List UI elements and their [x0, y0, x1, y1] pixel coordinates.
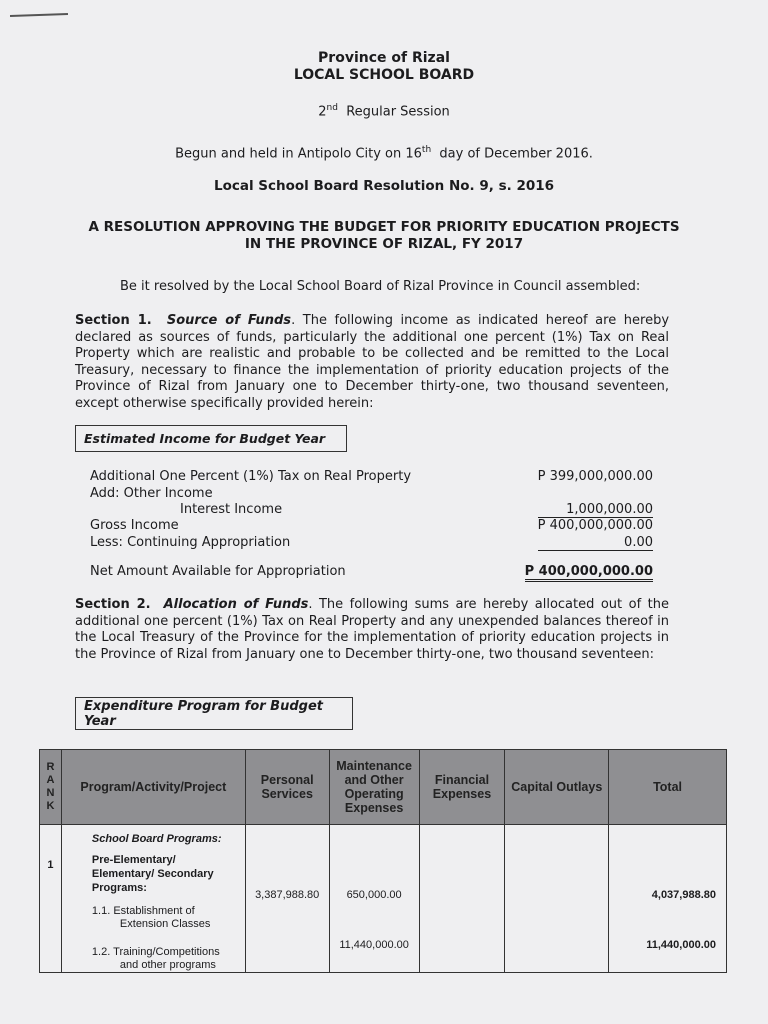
section-2-text: . The following sums are hereby allocated out of the additional one percent (1%) Tax on Real Property and any unexpended balances thereof in the Local Treasury of the Province for the implementation of priority education projects in the Province of Rizal from January one to December thirty-one, two thousand seventeen: [75, 597, 669, 662]
personal-header: Personal Services [245, 750, 329, 825]
financial-header: Financial Expenses [419, 750, 505, 825]
income-row5-label: Less: Continuing Appropriation [90, 535, 291, 550]
title-line-1: A RESOLUTION APPROVING THE BUDGET FOR PRIORITY EDUCATION PROJECTS [88, 219, 680, 235]
section-1-text: . The following income as indicated hereof are hereby declared as sources of funds, particularly the additional one percent (1%) Tax on Real Property which are realistic and probable to be collected and be remitted to the Local Treasury, necessary to finance the implementation of priority education projects of the Province of Rizal from January one to December thirty-one, two thousand seventeen, except otherwise specifically provided herein: [75, 313, 670, 411]
rank-letter: N [46, 787, 55, 799]
table-row [40, 825, 727, 973]
item2-label2: and other programs [119, 959, 216, 971]
rank-letter: A [46, 774, 55, 786]
income-row3-amount: 1,000,000.00 [538, 502, 653, 518]
section-2-title: Allocation of Funds [163, 597, 309, 612]
section-2-paragraph [75, 597, 669, 663]
board-heading: LOCAL SCHOOL BOARD [293, 67, 475, 83]
item1-total: 4,037,988.80 [651, 889, 716, 901]
item2-total: 11,440,000.00 [646, 939, 716, 951]
mooe-header: Maintenance and Other Operating Expenses [329, 750, 419, 825]
begun-sup: th [421, 145, 432, 155]
income-row4-amount: P 400,000,000.00 [537, 518, 653, 533]
financial-cell [419, 825, 505, 973]
item1-mooe: 650,000.00 [346, 889, 402, 901]
item1-personal: 3,387,988.80 [255, 889, 320, 901]
section-1-title: Source of Funds [166, 313, 292, 328]
session-ordinal-suffix: nd [326, 103, 338, 113]
program-header: Program/Activity/Project [61, 750, 245, 825]
income-row6-amount: P 400,000,000.00 [525, 564, 653, 582]
item2-label: 1.2. Training/Competitions [91, 946, 220, 958]
begun-before: Begun and held in Antipolo City on 16 [175, 146, 422, 162]
begun-line [0, 145, 768, 161]
rank-header [40, 750, 62, 825]
expenditure-table [39, 749, 727, 973]
income-row3-label: Interest Income [180, 502, 283, 517]
income-row2-label: Add: Other Income [90, 486, 213, 501]
session-rest: Regular Session [346, 104, 450, 120]
section-1-paragraph [75, 313, 669, 413]
program-cell [61, 825, 245, 973]
resolution-title [0, 219, 768, 253]
item1-label2: Extension Classes [119, 918, 211, 930]
rank-value: 1 [47, 859, 54, 871]
session-line [0, 103, 768, 119]
total-header: Total [609, 750, 727, 825]
capital-header: Capital Outlays [505, 750, 609, 825]
income-row1-amount: P 399,000,000.00 [537, 469, 653, 484]
school-board-label: School Board Programs: [91, 833, 222, 845]
resolution-number: Local School Board Resolution No. 9, s. 2016 [213, 178, 555, 194]
begun-after: day of December 2016. [439, 146, 593, 162]
income-row4-label: Gross Income [90, 518, 179, 533]
resolved-clause: Be it resolved by the Local School Board of Rizal Province in Council assembled: [120, 279, 641, 294]
rank-letter: R [46, 761, 55, 773]
personal-cell [245, 825, 329, 973]
income-box: Estimated Income for Budget Year [75, 425, 347, 452]
income-row6-label: Net Amount Available for Appropriation [90, 564, 346, 579]
session-ordinal: 2 [318, 104, 327, 120]
section-2-label: Section 2. [75, 597, 151, 612]
table-header-row [40, 750, 727, 825]
rank-letter: K [46, 800, 55, 812]
mooe-cell [329, 825, 419, 973]
income-row5-amount: 0.00 [538, 535, 653, 551]
item1-label: 1.1. Establishment of [91, 905, 195, 917]
item2-mooe: 11,440,000.00 [339, 939, 409, 951]
group-label: Pre-Elementary/ Elementary/ Secondary Programs: [91, 854, 214, 894]
income-row1-label: Additional One Percent (1%) Tax on Real Property [90, 469, 412, 484]
expenditure-box: Expenditure Program for Budget Year [75, 697, 353, 730]
title-line-2: IN THE PROVINCE OF RIZAL, FY 2017 [244, 236, 524, 252]
total-cell [609, 825, 727, 973]
capital-cell [505, 825, 609, 973]
section-1-label: Section 1. [75, 313, 152, 328]
scan-mark [10, 13, 68, 17]
rank-cell [40, 825, 62, 973]
province-heading: Province of Rizal [318, 50, 450, 66]
